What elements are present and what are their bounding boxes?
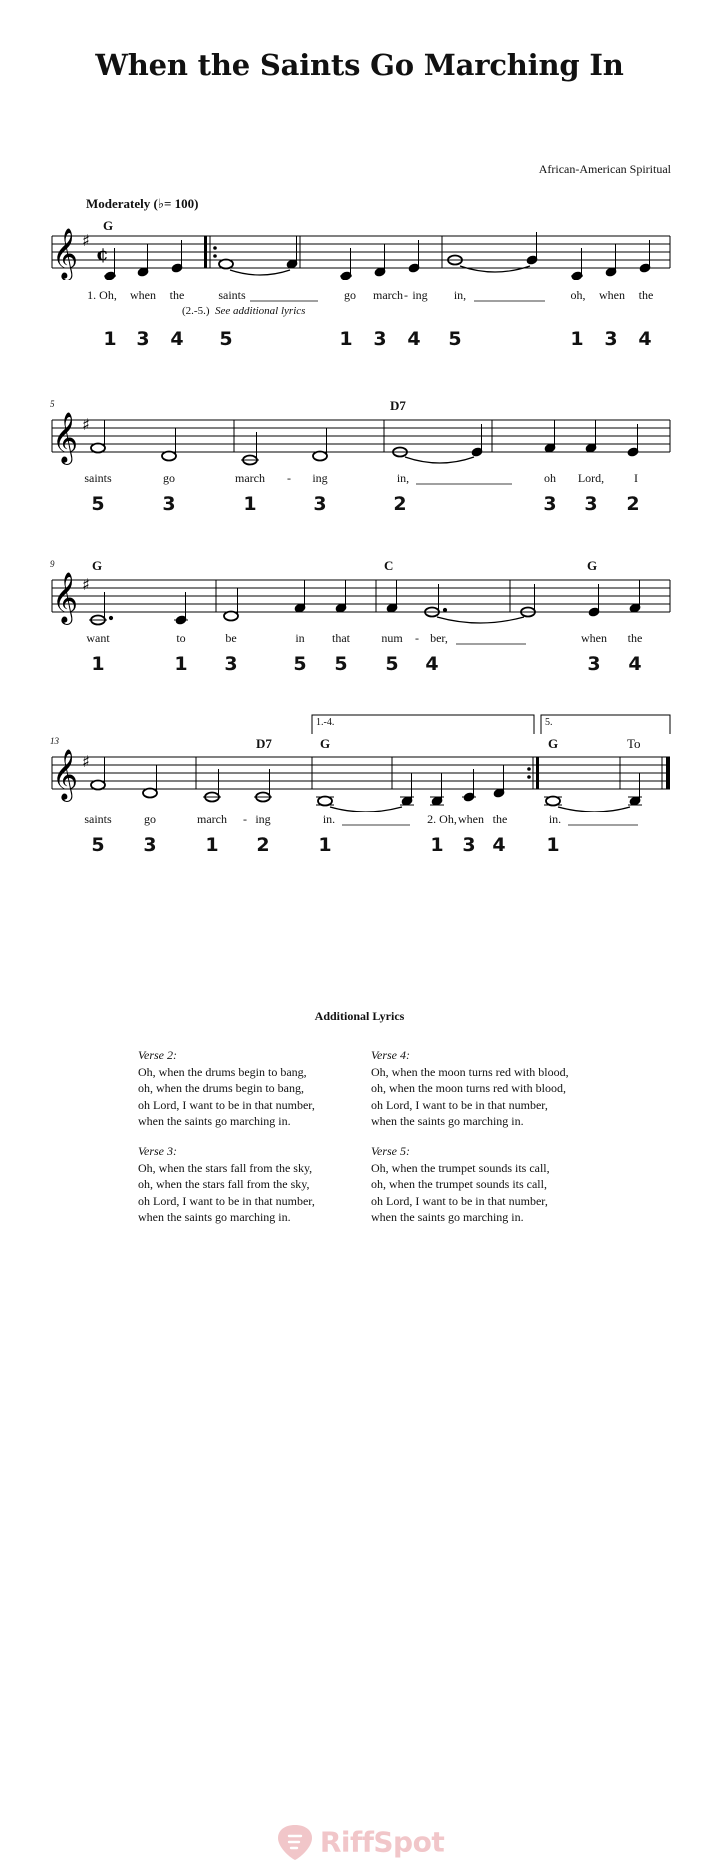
verse-line: oh, when the trumpet sounds its call, [371, 1177, 547, 1191]
verse-line: Oh, when the stars fall from the sky, [138, 1160, 313, 1175]
hole-number: 5 [293, 653, 307, 675]
lyric-syllable: ing [312, 471, 328, 485]
hole-number: 5 [334, 653, 348, 675]
lyric-syllable: the [492, 812, 508, 826]
composer-credit: African-American Spiritual [538, 162, 671, 176]
music-system-1 [0, 180, 719, 355]
lyric-syllable: oh, [570, 288, 586, 302]
music-system-4 [0, 712, 719, 862]
lyric-syllable: in, [453, 288, 467, 302]
lyric-syllable: want [86, 631, 110, 645]
verse-line: when the saints go marching in. [371, 1210, 524, 1224]
page-title: When the Saints Go Marching In [95, 48, 624, 82]
hole-number: 3 [162, 493, 176, 515]
hole-number: 1 [318, 834, 332, 856]
hole-number: 3 [604, 328, 618, 350]
chord-symbol: G [548, 736, 559, 751]
verse-line: oh Lord, I want to be in that number, [138, 1097, 315, 1112]
lyric-syllable: num [381, 631, 403, 645]
hole-number: 1 [570, 328, 584, 350]
chord-symbol: D7 [256, 736, 272, 751]
hole-number: 5 [385, 653, 399, 675]
verse-label: Verse 3: [138, 1144, 177, 1158]
lyric-syllable: - [287, 471, 291, 485]
verse-block [371, 1143, 550, 1226]
lyric-syllable: Lord, [577, 471, 605, 485]
hole-number: 2 [626, 493, 640, 515]
guitar-pick-icon [275, 1822, 315, 1862]
logo-text: RiffSpot [319, 1825, 445, 1859]
hole-number: 3 [587, 653, 601, 675]
sharp-icon: ♯ [82, 752, 90, 771]
lyric-syllable: go [344, 288, 356, 302]
lyric-syllable: march [235, 471, 265, 485]
hole-number: 3 [543, 493, 557, 515]
second-ending-label: 5. [545, 717, 553, 728]
chord-symbol: D7 [390, 398, 406, 413]
verse-line: oh Lord, I want to be in that number, [371, 1193, 548, 1208]
hole-number: 2 [393, 493, 407, 515]
lyric-syllable: ing [255, 812, 271, 826]
chord-symbol: C [384, 558, 394, 573]
verse-line: oh Lord, I want to be in that number, [138, 1193, 315, 1208]
verse-block [371, 1047, 569, 1130]
verse-line: Oh, when the drums begin to bang, [138, 1064, 307, 1079]
hole-number: 5 [448, 328, 462, 350]
hole-number: 1 [339, 328, 353, 350]
verse-line: oh, when the moon turns red with blood, [371, 1081, 566, 1095]
lyric-syllable: 1. Oh, [87, 288, 117, 302]
cut-time-icon: ¢ [96, 244, 109, 265]
hole-number: 4 [492, 834, 506, 856]
hole-number: 3 [462, 834, 476, 856]
treble-clef-icon: 𝄞 [52, 572, 79, 623]
hole-number: 3 [136, 328, 150, 350]
hole-number: 5 [91, 493, 105, 515]
hole-number: 4 [425, 653, 439, 675]
verse-label: Verse 4: [371, 1048, 410, 1062]
melisma-lines [0, 712, 719, 837]
chord-symbol: G [320, 736, 331, 751]
lyric-syllable: when [599, 288, 625, 302]
lyric-syllable: saints [84, 471, 112, 485]
sharp-icon: ♯ [82, 415, 90, 434]
lyric-syllable: when [130, 288, 156, 302]
hole-number: 4 [628, 653, 642, 675]
hole-number: 1 [103, 328, 117, 350]
lyric-syllable: the [638, 288, 654, 302]
lyric-syllable: in [295, 631, 305, 645]
hole-number: 3 [313, 493, 327, 515]
lyric-syllable: I [634, 471, 638, 485]
riffspot-logo [0, 1822, 719, 1862]
additional-lyrics-title: Additional Lyrics [314, 1009, 405, 1023]
lyric-syllable: in. [322, 812, 336, 826]
chord-symbol: G [103, 218, 114, 233]
lyric-syllable: be [225, 631, 237, 645]
hole-number: 1 [243, 493, 257, 515]
lyric-syllable: saints [84, 812, 112, 826]
lyric-syllable: - [404, 288, 408, 302]
lyric-syllable: ing [412, 288, 428, 302]
hole-number: 3 [373, 328, 387, 350]
lyric-syllable: - [243, 812, 247, 826]
measure-number: 9 [50, 559, 55, 569]
lyric-syllable: saints [218, 288, 246, 302]
sharp-icon: ♯ [82, 231, 90, 250]
hole-number: 5 [219, 328, 233, 350]
hole-number: 3 [224, 653, 238, 675]
lyric-syllable: the [627, 631, 643, 645]
hole-number: 2 [256, 834, 270, 856]
lyric-syllable: go [144, 812, 156, 826]
treble-clef-icon: 𝄞 [52, 749, 79, 800]
hole-number: 1 [205, 834, 219, 856]
verse-line: Oh, when the moon turns red with blood, [371, 1064, 569, 1079]
melisma-lines [0, 555, 719, 655]
lyric-syllable: in. [548, 812, 562, 826]
melisma-lines [0, 395, 719, 495]
lyric-syllable: when [458, 812, 484, 826]
music-system-3 [0, 555, 719, 685]
hole-number: 1 [174, 653, 188, 675]
hole-number: 4 [170, 328, 184, 350]
lyric-syllable: the [169, 288, 185, 302]
hole-number: 5 [91, 834, 105, 856]
hole-number: 3 [143, 834, 157, 856]
lyric-syllable: ber, [430, 631, 448, 645]
verse-line: oh, when the stars fall from the sky, [138, 1177, 310, 1191]
lyric-syllable: in, [396, 471, 410, 485]
lyric-syllable: go [163, 471, 175, 485]
measure-number: 5 [50, 399, 55, 409]
verse-line: oh, when the drums begin to bang, [138, 1081, 304, 1095]
lyric-syllable: march [373, 288, 403, 302]
hole-number: 3 [584, 493, 598, 515]
hole-number: 1 [91, 653, 105, 675]
chord-symbol: G [587, 558, 598, 573]
verse-block [138, 1047, 315, 1130]
music-system-2 [0, 395, 719, 525]
hole-number: 1 [430, 834, 444, 856]
verse-line: when the saints go marching in. [138, 1210, 291, 1224]
verse-line: Oh, when the trumpet sounds its call, [371, 1160, 550, 1175]
hole-number: 1 [546, 834, 560, 856]
verse-label: Verse 2: [138, 1048, 177, 1062]
first-ending-label: 1.-4. [316, 717, 335, 728]
lyric-syllable: to [176, 631, 186, 645]
half-note-icon: ♭ [157, 196, 164, 211]
hole-number: 4 [407, 328, 421, 350]
hole-number: 4 [638, 328, 652, 350]
lyric-syllable: march [197, 812, 227, 826]
verse-label: Verse 5: [371, 1144, 410, 1158]
sharp-icon: ♯ [82, 575, 90, 594]
lyric-syllable: - [415, 631, 419, 645]
verse-line: when the saints go marching in. [138, 1114, 291, 1128]
verse-line: oh Lord, I want to be in that number, [371, 1097, 548, 1112]
verse-note: (2.-5.) See additional lyrics [182, 305, 306, 317]
chord-symbol: G [92, 558, 103, 573]
verse-line: when the saints go marching in. [371, 1114, 524, 1128]
tempo-marking: Moderately (♭= 100) [86, 196, 199, 211]
lyric-syllable: that [332, 631, 350, 645]
lyric-syllable: when [581, 631, 607, 645]
lyric-syllable: 2. Oh, [427, 812, 457, 826]
lyric-syllable: oh [544, 471, 556, 485]
treble-clef-icon: 𝄞 [52, 412, 79, 463]
verse-block [138, 1143, 315, 1226]
chord-symbol: To [627, 736, 641, 751]
measure-number: 13 [50, 736, 59, 746]
treble-clef-icon: 𝄞 [52, 228, 79, 279]
